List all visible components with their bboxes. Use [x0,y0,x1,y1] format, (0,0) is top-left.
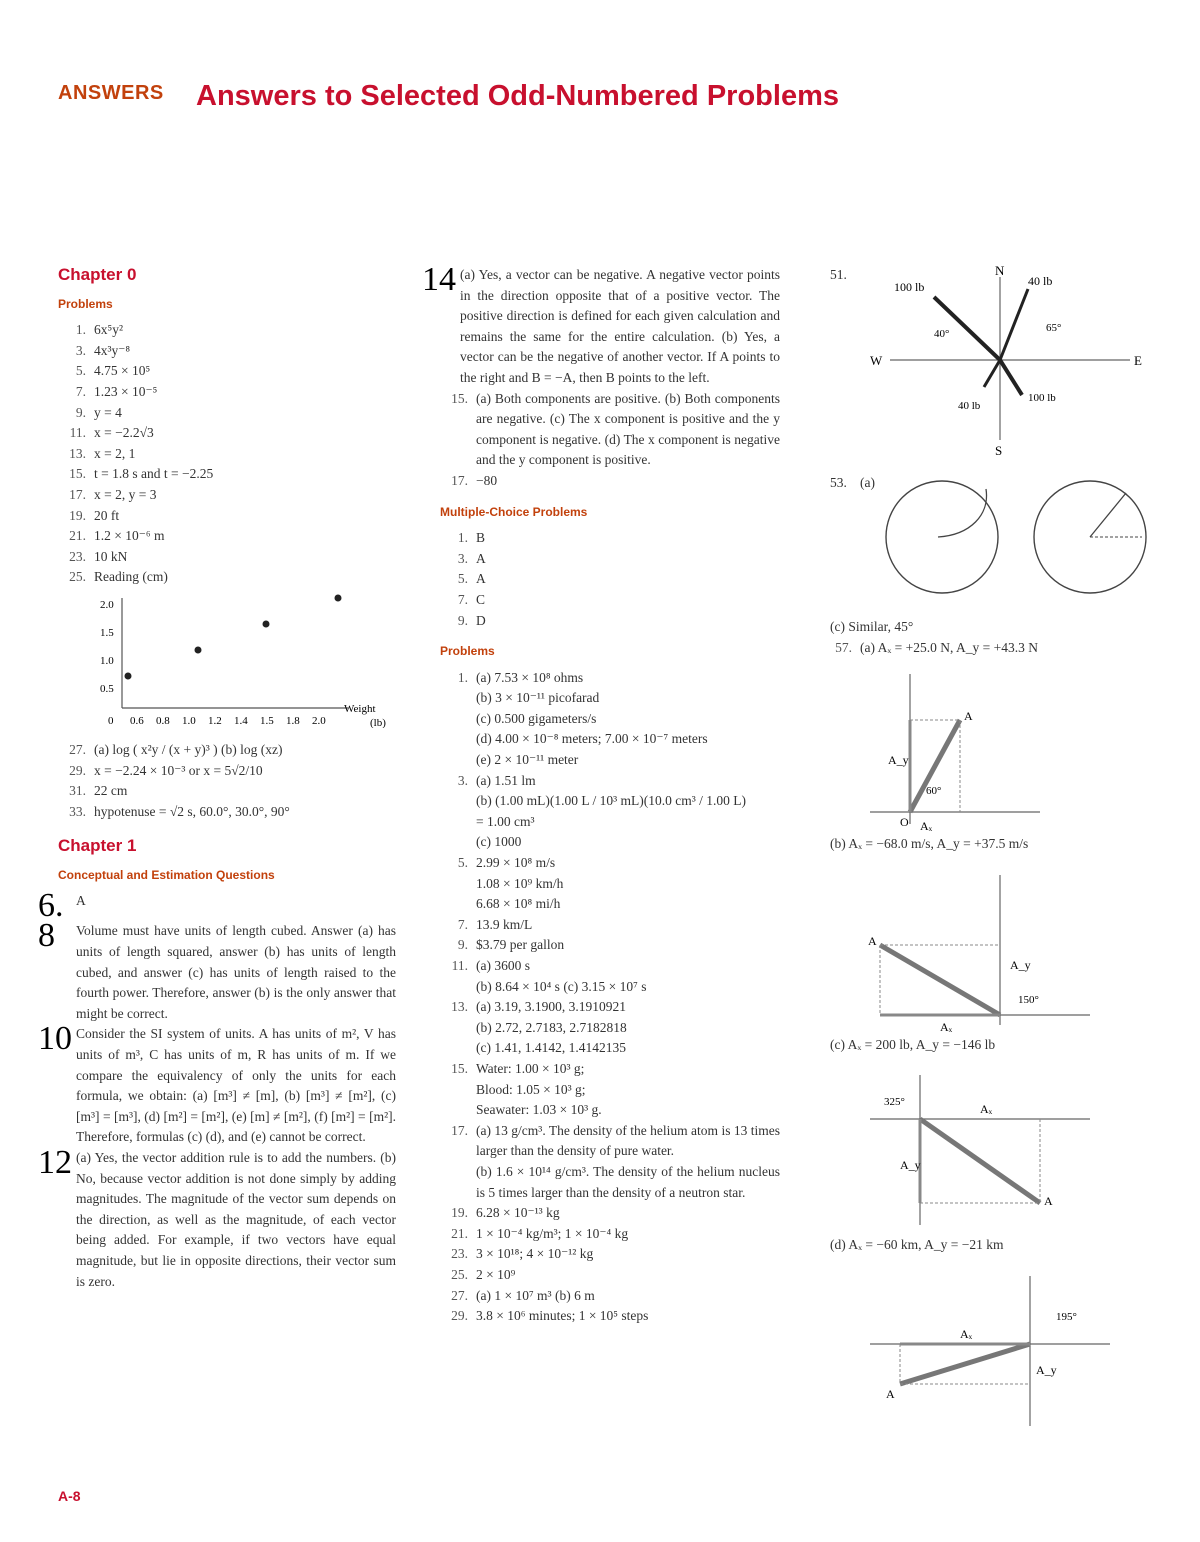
answer-number: 11. [69,425,86,441]
answer-number: 15. [451,390,468,406]
answer-item [440,1244,780,1265]
answer-text: x = −2.24 × 10⁻³ or x = 5√2/10 [94,762,263,778]
answer-item [58,464,396,485]
answer-number: 17. [451,472,468,488]
svg-text:A: A [964,709,973,724]
answer-text: (c) 1000 [476,834,522,850]
answer-text: 2 × 10⁹ [476,1266,516,1282]
answer-number: 21. [69,528,86,544]
answer-text: (a) 1 × 10⁷ m³ (b) 6 m [476,1287,595,1303]
answer-number: 14 [422,261,456,298]
answer-item [440,1018,780,1039]
column-left [38,265,396,1292]
answer-text: 10 kN [94,548,128,564]
answer-text: x = 2, y = 3 [94,486,157,502]
answer-item [58,547,396,568]
svg-text:325°: 325° [884,1096,905,1109]
answer-item [58,320,396,341]
answer-item [440,1100,780,1121]
compass-figure [830,265,1160,465]
answer-part: (a) [860,475,875,490]
answer-item [440,569,780,590]
answer-text: 4.75 × 10⁵ [94,363,151,379]
answer-item [440,389,780,471]
answer-number: 27. [451,1287,468,1303]
answer-text: (a) Yes, a vector can be negative. A negative vector points in the direction opposite that of a positive vector. The positive direction is defined for each given calculation and remains the same for the entire calculation. (b) Yes, a vector can be the negative of another vector. If A points to the right and B = −A, then B points to the left. [460,267,780,385]
xtick: 0.8 [156,714,170,727]
xtick: 1.2 [208,714,222,727]
answer-number: 3. [457,772,468,788]
svg-text:O: O [900,815,909,830]
answer-text: C [476,591,486,607]
angle-65: 65° [1046,322,1062,334]
answer-item [58,403,396,424]
answer-item [38,887,396,925]
answer-item [440,915,780,936]
vector-40lb-b [984,360,1000,387]
vector-100lb-b [1000,360,1022,395]
answer-text: 6x⁵y² [94,322,124,338]
answer-number: 29. [451,1308,468,1324]
answer-text: (a) 3.19, 3.1900, 3.1910921 [476,999,626,1015]
x-axis-label: Weight [344,702,376,715]
xtick: 0 [108,714,114,727]
fig-c-caption: (c) Aₓ = 200 lb, A_y = −146 lb [830,1036,996,1052]
answer-number: 13. [451,999,468,1015]
answer-text: 1.23 × 10⁻⁵ [94,383,158,399]
svg-text:60°: 60° [926,785,942,798]
answer-item [440,894,780,915]
answer-item [58,567,396,588]
answer-text: (a) 7.53 × 10⁸ ohms [476,669,584,685]
xtick: 1.0 [182,714,196,727]
answer-text: = 1.00 cm³ [476,813,535,829]
data-point [335,594,342,601]
answer-text: A [476,571,486,587]
answer-item [440,1224,780,1245]
vector-A [920,1119,1040,1203]
answer-item [58,761,396,782]
answer-text: 1.08 × 10⁹ km/h [476,875,564,891]
xtick: 1.4 [234,714,248,727]
answer-number: 7. [75,383,86,399]
problems-heading: Problems [58,296,113,311]
answer-item [440,812,780,833]
vector-fig-d [830,1266,1160,1436]
answer-text: (c) 1.41, 1.4142, 1.4142135 [476,1040,626,1056]
answer-item [440,729,780,750]
answer-text: A [476,550,486,566]
answer-number: 21. [451,1225,468,1241]
answer-number: 3. [457,550,468,566]
svg-text:A_y: A_y [888,753,909,768]
xtick: 2.0 [312,714,326,727]
answer-text: (c) 0.500 gigameters/s [476,710,597,726]
answer-item [440,1306,780,1327]
answer-item [38,917,396,1024]
answer-item [38,1144,396,1292]
chord-vector [1090,493,1126,537]
compass-s: S [995,443,1003,458]
answer-number: 33. [69,803,86,819]
answer-number: 13. [69,445,86,461]
page-title: Answers to Selected Odd-Numbered Problems [196,80,839,112]
compass-n: N [995,265,1005,278]
fig-b-caption: (b) Aₓ = −68.0 m/s, A_y = +37.5 m/s [830,836,1029,852]
svg-text:Aₓ: Aₓ [980,1102,993,1117]
vector-A [880,945,1000,1015]
ch1-answer-list [38,887,396,1292]
answer-number: 10 [38,1020,72,1058]
answer-text: 4x³y⁻⁸ [94,342,131,358]
answer-text: Reading (cm) [94,569,168,585]
answer-item [440,832,780,853]
answer-number: 15. [451,1060,468,1076]
data-point [195,646,202,653]
data-point [263,620,270,627]
answer-number: 19. [451,1205,468,1221]
svg-text:A: A [1044,1194,1053,1209]
answer-item [440,750,780,771]
fig-d-caption: (d) Aₓ = −60 km, A_y = −21 km [830,1237,1004,1253]
answer-item [440,549,780,570]
answer-number: 9. [457,612,468,628]
answer-text: B [476,530,486,546]
answer-number: 15. [69,466,86,482]
answer-number: 17. [451,1122,468,1138]
multiple-choice-heading: Multiple-Choice Problems [440,504,588,519]
data-point [125,672,132,679]
answer-text: 6.28 × 10⁻¹³ kg [476,1205,560,1221]
chapter-1-heading: Chapter 1 [58,836,137,856]
conceptual-heading: Conceptual and Estimation Questions [58,867,275,882]
answer-item [38,1020,396,1148]
answer-text: (b) 2.72, 2.7183, 2.7182818 [476,1019,627,1035]
answer-text: x = −2.2√3 [94,425,154,441]
answer-number: 25. [69,569,86,585]
answer-number: 11. [451,958,468,973]
answer-item [440,1038,780,1059]
answer-text: t = 1.8 s and t = −2.25 [94,466,214,482]
xtick: 1.8 [286,714,300,727]
answer-number: 27. [69,741,86,757]
answer-text: 3 × 10¹⁸; 4 × 10⁻¹² kg [476,1246,594,1262]
answer-item [440,853,780,874]
answer-text: A [76,893,86,909]
answer-text: (a) Aₓ = +25.0 N, A_y = +43.3 N [860,639,1038,655]
svg-text:A: A [886,1386,895,1401]
answer-text: (a) log ( x²y / (x + y)³ ) (b) log (xz) [94,741,283,757]
svg-text:Aₓ: Aₓ [940,1019,953,1034]
answer-number: 17. [69,486,86,502]
angle-40: 40° [934,328,950,340]
answer-item [440,1059,780,1080]
answer-item [440,1080,780,1101]
answer-text: Water: 1.00 × 10³ g; [476,1060,585,1076]
answer-item [58,740,396,761]
compass-w: W [870,353,883,368]
answer-item [58,485,396,506]
page-number: A-8 [58,1488,81,1504]
answer-text: x = 2, 1 [94,445,136,461]
answer-text: Consider the SI system of units. A has units of m², V has units of m³, C has units of m, R has units of m. If we compare the equivalency of only the units for each formula, we obtain: (a) [m³] ≠ [m], (b) [m³] ≠ [m²], (c) [m³] = [m³], (d) [m²] = [m²], (e) [m] ≠ [m²], (f) [m²] = [m²]. Therefore, formulas (c) (d), and (e) cannot be correct. [76,1026,396,1145]
answer-number: 51. [830,267,847,282]
answer-item [440,874,780,895]
answer-text: 13.9 km/L [476,916,533,932]
answer-item [440,528,780,549]
vector-fig-a [830,664,1160,834]
answer-number: 23. [69,548,86,564]
answer-text: (a) 13 g/cm³. The density of the helium atom is 13 times larger than the density of pure water. [476,1122,780,1159]
svg-text:A_y: A_y [1036,1362,1057,1377]
answer-item [830,638,1160,659]
answer-number: 5. [457,571,468,587]
answer-item [440,935,780,956]
problems-heading-2: Problems [440,644,495,659]
answer-text: (a) 1.51 lm [476,772,536,788]
vector-40lb [1000,289,1028,360]
answer-item [440,791,780,812]
x-axis-unit: (lb) [370,716,386,728]
answer-text: (a) Both components are positive. (b) Both components are negative. (c) The x component is positive and the y component is negative. (d) The x component is negative and the y component is positive. [476,390,780,468]
arc-path [938,489,987,537]
answer-number: 31. [69,783,86,799]
q53c-text: (c) Similar, 45° [830,619,914,634]
answer-item [440,997,780,1018]
vector-A [910,720,960,812]
answer-text: Blood: 1.05 × 10³ g; [476,1081,586,1097]
answer-item [58,423,396,444]
answer-item [440,471,780,492]
svg-text:Aₓ: Aₓ [920,819,933,834]
answer-text: (a) Yes, the vector addition rule is to add the numbers. (b) No, because vector addition is not done simply by adding magnitudes. The magnitude of the vector sum depends on the direction, as well as the magnitude, of each vector being added. For example, if two vectors have equal magnitude, but lie in opposite directions, their vector sum is zero. [76,1150,396,1289]
answer-text: 1.2 × 10⁻⁶ m [94,528,165,544]
answer-number: 19. [69,507,86,523]
answer-number: 9. [457,937,468,953]
answer-item [58,444,396,465]
svg-text:A_y: A_y [900,1158,921,1173]
answer-item [440,1286,780,1307]
problem-answer-list [440,668,780,1327]
answer-text: (e) 2 × 10⁻¹¹ meter [476,752,579,768]
answer-item [440,956,780,977]
answer-number: 7. [457,591,468,607]
answer-number: 25. [451,1266,468,1282]
answer-text: 1 × 10⁻⁴ kg/m³; 1 × 10⁻⁴ kg [476,1225,629,1241]
svg-text:A: A [868,933,877,948]
answer-item [440,611,780,632]
label-40lb-b: 40 lb [958,400,981,412]
vector-A [900,1344,1030,1384]
answer-text: (b) 3 × 10⁻¹¹ picofarad [476,690,600,706]
answer-text: $3.79 per gallon [476,937,565,953]
answer-item [58,526,396,547]
answer-number: 57. [835,639,852,655]
answer-number: 8 [38,917,55,955]
svg-text:Aₓ: Aₓ [960,1326,973,1341]
answer-item [58,361,396,382]
reading-graph [58,588,396,728]
answer-text: 6.68 × 10⁸ mi/h [476,896,561,912]
answer-number: 1. [75,322,86,338]
chapter-0-heading: Chapter 0 [58,265,137,284]
answer-number: 12 [38,1144,72,1181]
answer-number: 1. [457,530,468,546]
answer-text: Volume must have units of length cubed. Answer (a) has units of length squared, answer (b) has units of length cubed, and answer (c) has units of length raised to the fourth power. Therefore, answer (b) is the only answer that might be correct. [76,923,396,1021]
answer-text: y = 4 [94,404,122,420]
ch0-answer-list-2 [58,740,396,822]
label-40lb: 40 lb [1028,274,1053,288]
answer-number: 9. [75,404,86,420]
svg-text:195°: 195° [1056,1310,1077,1323]
answer-number: 7. [457,916,468,932]
section-tag: ANSWERS [58,82,164,104]
answer-item [440,590,780,611]
answer-text: 22 cm [94,783,128,799]
answer-text: (b) (1.00 mL)(1.00 L / 10³ mL)(10.0 cm³ / 1.00 L) [476,793,747,809]
answer-text: 2.99 × 10⁸ m/s [476,855,556,871]
answer-number: 5. [75,363,86,379]
answer-item [58,341,396,362]
mc-answer-list [440,528,780,631]
answer-text: (d) 4.00 × 10⁻⁸ meters; 7.00 × 10⁻⁷ meters [476,731,708,747]
label-100lb-b: 100 lb [1028,392,1056,404]
answer-item [440,709,780,730]
ytick: 1.5 [100,626,114,639]
answer-number: 1. [457,669,468,685]
answer-item [440,1265,780,1286]
answer-number: 6. [38,887,64,925]
answer-item [58,802,396,823]
answer-text: Seawater: 1.03 × 10³ g. [476,1102,602,1118]
answer-item [440,1162,780,1203]
answer-item [422,261,780,389]
answer-number: 5. [457,855,468,871]
ytick: 1.0 [100,654,114,667]
svg-text:150°: 150° [1018,993,1039,1006]
answer-item [58,382,396,403]
answer-item [440,1203,780,1224]
answer-text: (b) 8.64 × 10⁴ s (c) 3.15 × 10⁷ s [476,978,647,994]
svg-text:A_y: A_y [1010,957,1031,972]
answer-text: (a) 3600 s [476,958,530,973]
answer-number: 29. [69,762,86,778]
answer-item [440,668,780,689]
circles-figure [830,473,1160,613]
vector-fig-b [830,865,1160,1035]
answer-text: 3.8 × 10⁶ minutes; 1 × 10⁵ steps [476,1308,649,1324]
answer-number: 3. [75,342,86,358]
answer-number: 23. [451,1246,468,1262]
vector-fig-c [830,1065,1160,1235]
xtick: 0.6 [130,714,144,727]
column-middle [422,261,780,1327]
xtick: 1.5 [260,714,274,727]
answer-item [440,1121,780,1162]
answer-item [440,771,780,792]
answer-item [58,781,396,802]
answer-item [58,506,396,527]
answer-text: −80 [476,472,498,488]
label-100lb: 100 lb [894,280,925,294]
answer-text: (b) 1.6 × 10¹⁴ g/cm³. The density of the helium nucleus is 5 times larger than the density of a neutron star. [476,1163,780,1200]
ch0-answer-list [58,320,396,588]
answer-number: 53. [830,475,847,490]
answer-item [440,688,780,709]
ytick: 2.0 [100,598,114,611]
answer-text: hypotenuse = √2 s, 60.0°, 30.0°, 90° [94,803,290,819]
answer-text: 20 ft [94,507,120,523]
column-right [830,265,1160,1436]
ytick: 0.5 [100,682,114,695]
answer-item [440,977,780,998]
answer-text: D [476,612,486,628]
compass-e: E [1134,353,1142,368]
